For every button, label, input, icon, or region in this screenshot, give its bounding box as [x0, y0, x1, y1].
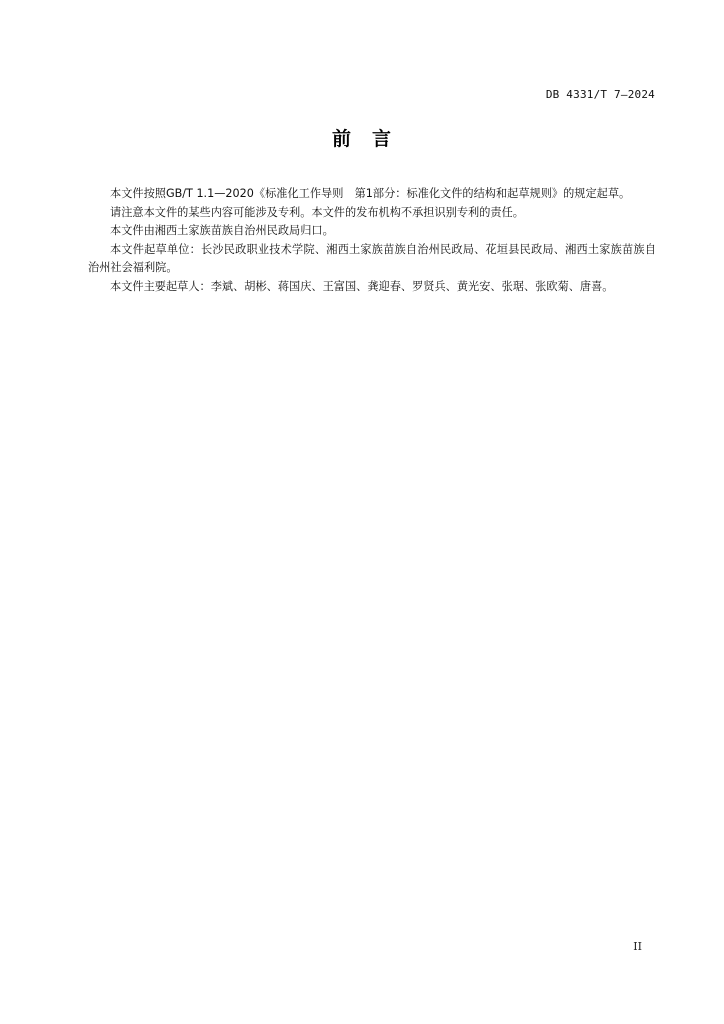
paragraph-patent-notice: 请注意本文件的某些内容可能涉及专利。本文件的发布机构不承担识别专利的责任。: [110, 205, 524, 219]
document-code: DB 4331/T 7—2024: [545, 88, 655, 101]
paragraph-main-drafters: 本文件主要起草人：李斌、胡彬、蒋国庆、王富国、龚迎春、罗贤兵、黄光安、张琚、张欧菊、唐喜。: [110, 279, 614, 293]
page-number: II: [633, 940, 642, 953]
paragraph-drafting-basis: 本文件按照GB/T 1.1—2020《标准化工作导则 第1部分：标准化文件的结构和起草规则》的规定起草。: [110, 187, 631, 200]
paragraph-responsible-dept: 本文件由湘西土家族苗族自治州民政局归口。: [110, 224, 334, 238]
foreword-body: [88, 185, 656, 297]
section-title: 前 言: [331, 128, 392, 150]
paragraph-drafting-units: 本文件起草单位：长沙民政职业技术学院、湘西土家族苗族自治州民政局、花垣县民政局、湘西土家族苗族自治州社会福利院。: [88, 242, 656, 275]
